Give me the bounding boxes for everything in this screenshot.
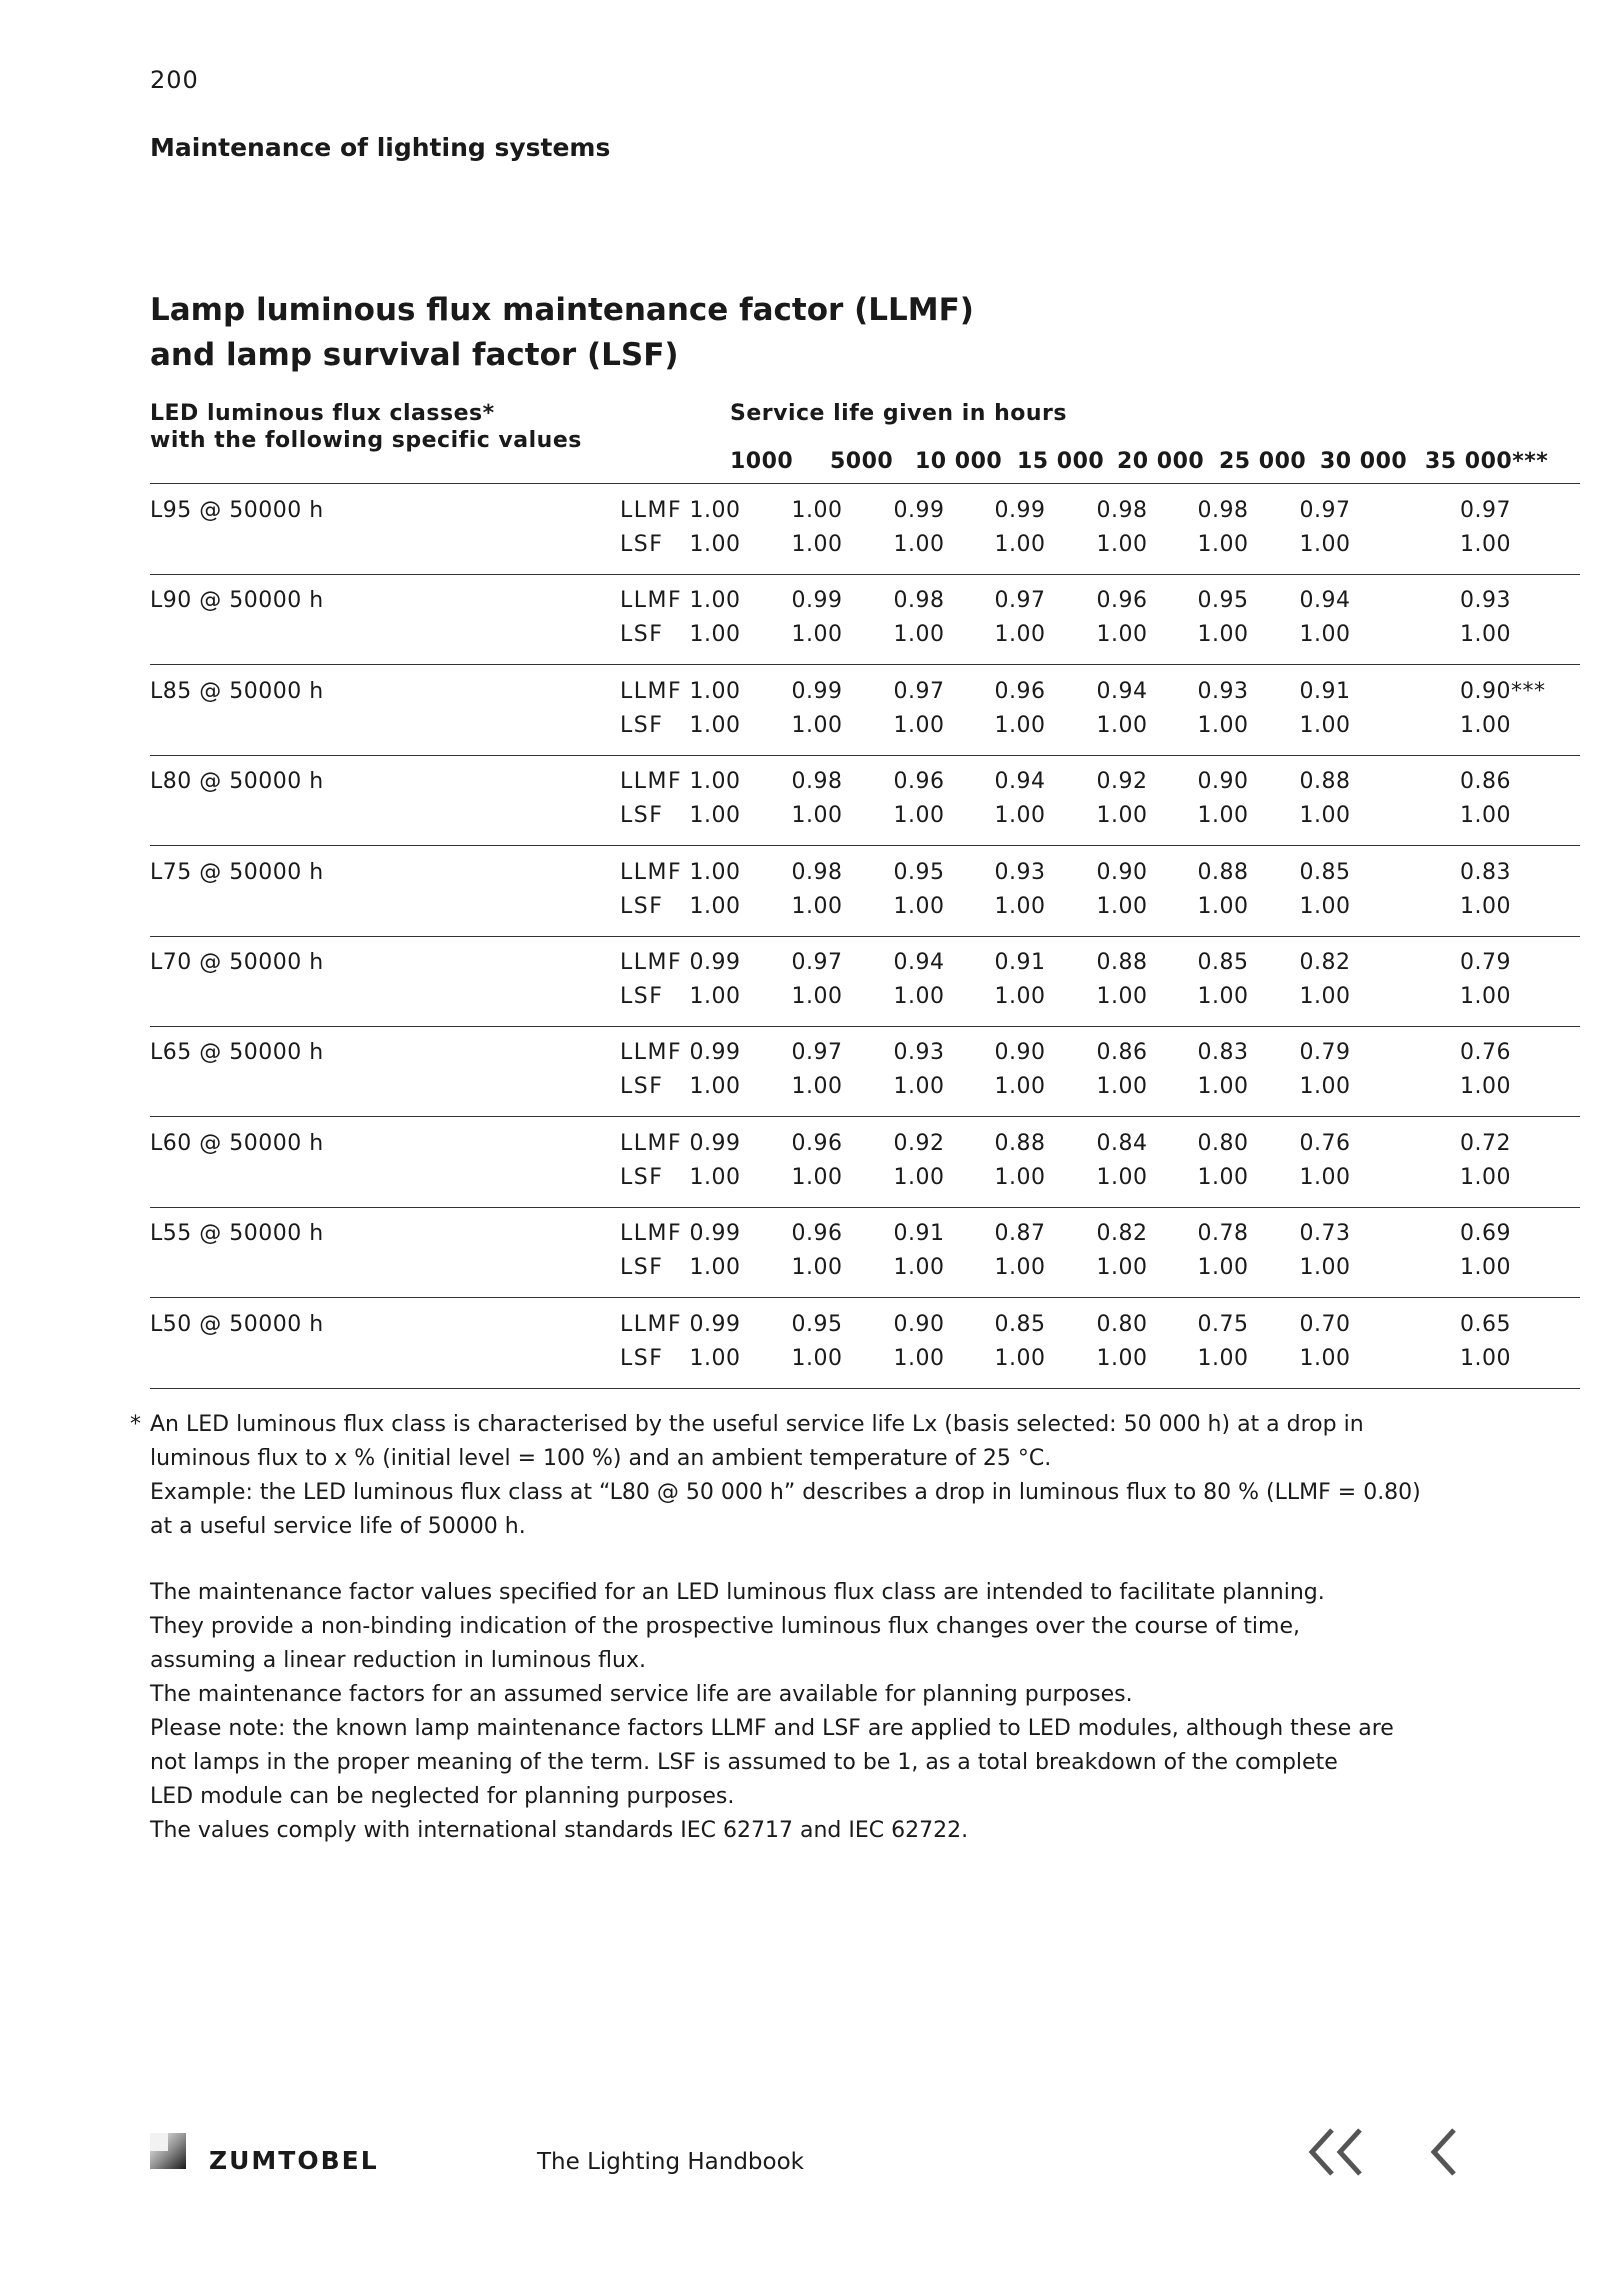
llmf-value: 0.92 [1096,769,1148,795]
lsf-label: LSF [620,803,664,829]
hours-header-cell: 20 000 [1117,449,1205,474]
hours-header-cell: 35 000*** [1425,449,1549,474]
lsf-label: LSF [620,1255,664,1281]
lsf-value: 1.00 [689,622,741,648]
lsf-value: 1.00 [1197,622,1249,648]
lsf-label: LSF [620,1074,664,1100]
note-line: assuming a linear reduction in luminous flux. [150,1648,646,1673]
lsf-value: 1.00 [994,1164,1046,1190]
lsf-value: 1.00 [1096,1255,1148,1281]
lsf-value: 1.00 [1460,984,1511,1009]
lsf-value: 1.00 [1197,1074,1249,1100]
lsf-value: 1.00 [1299,984,1351,1009]
llmf-value: 0.98 [791,769,843,795]
lsf-value: 1.00 [791,532,843,557]
lsf-value: 1.00 [893,1345,945,1371]
lsf-value: 1.00 [893,622,945,648]
llmf-value: 0.96 [791,1221,843,1247]
lsf-value: 1.00 [1096,1345,1148,1371]
lsf-value: 1.00 [893,532,945,557]
llmf-value: 0.97 [1460,498,1511,523]
note-line: The maintenance factors for an assumed service life are available for planning purposes. [150,1682,1133,1707]
lsf-value: 1.00 [689,1164,741,1190]
lsf-value: 1.00 [689,984,741,1009]
row-divider [150,1388,1580,1389]
llmf-value: 0.73 [1299,1221,1351,1247]
llmf-value: 0.65 [1460,1311,1511,1337]
llmf-value: 0.96 [1096,588,1148,614]
llmf-value: 0.86 [1096,1040,1148,1066]
lsf-value: 1.00 [689,532,741,557]
lsf-label: LSF [620,712,664,738]
llmf-value: 0.83 [1460,859,1511,885]
llmf-value: 0.99 [791,678,843,704]
lsf-value: 1.00 [1197,893,1249,919]
lsf-value: 1.00 [1299,1074,1351,1100]
lsf-value: 1.00 [893,1074,945,1100]
llmf-value: 0.94 [994,769,1046,795]
flux-class-label: L70 @ 50000 h [150,950,324,975]
llmf-value: 0.96 [994,678,1046,704]
llmf-value: 0.96 [893,769,945,795]
flux-class-label: L80 @ 50000 h [150,769,324,795]
llmf-value: 0.99 [994,498,1046,523]
flux-class-label: L50 @ 50000 h [150,1311,324,1337]
lsf-value: 1.00 [994,893,1046,919]
llmf-value: 0.90 [893,1311,945,1337]
llmf-value: 0.85 [1197,950,1249,975]
lsf-value: 1.00 [1460,712,1511,738]
hours-header-cell: 10 000 [915,449,1003,474]
llmf-label: LLMF [620,588,683,614]
lsf-value: 1.00 [994,622,1046,648]
llmf-value: 0.95 [893,859,945,885]
row-divider [150,845,1580,846]
lsf-value: 1.00 [893,1164,945,1190]
lsf-value: 1.00 [1299,532,1351,557]
zumtobel-logo-icon [150,2133,186,2169]
lsf-value: 1.00 [1299,622,1351,648]
llmf-value: 0.94 [893,950,945,975]
footnote-marker: * [130,1412,141,1437]
lsf-label: LSF [620,1345,664,1371]
flux-class-label: L75 @ 50000 h [150,859,324,885]
lsf-value: 1.00 [689,1345,741,1371]
notes [150,1576,1450,1848]
lsf-value: 1.00 [893,712,945,738]
footnote-line: luminous flux to x % (initial level = 100 %) and an ambient temperature of 25 °C. [150,1446,1052,1471]
llmf-value: 1.00 [689,588,741,614]
llmf-value: 0.75 [1197,1311,1249,1337]
llmf-value: 0.97 [994,588,1046,614]
lsf-value: 1.00 [994,712,1046,738]
lsf-label: LSF [620,984,664,1009]
row-divider [150,1297,1580,1298]
llmf-value: 0.84 [1096,1130,1148,1156]
lsf-value: 1.00 [994,803,1046,829]
llmf-value: 0.93 [994,859,1046,885]
lsf-value: 1.00 [1197,1164,1249,1190]
llmf-value: 0.94 [1096,678,1148,704]
llmf-value: 0.96 [791,1130,843,1156]
flux-class-label: L60 @ 50000 h [150,1130,324,1156]
llmf-value: 0.90 [994,1040,1046,1066]
llmf-value: 0.99 [689,1040,741,1066]
lsf-value: 1.00 [1197,1345,1249,1371]
llmf-value: 1.00 [791,498,843,523]
lsf-label: LSF [620,893,664,919]
lsf-label: LSF [620,532,664,557]
flux-class-label: L95 @ 50000 h [150,498,324,523]
lsf-value: 1.00 [791,1345,843,1371]
lsf-value: 1.00 [791,893,843,919]
llmf-value: 0.99 [689,1130,741,1156]
llmf-value: 0.88 [1197,859,1249,885]
llmf-label: LLMF [620,678,683,704]
llmf-value: 0.99 [689,950,741,975]
lsf-value: 1.00 [893,803,945,829]
lsf-value: 1.00 [1197,803,1249,829]
lsf-value: 1.00 [1299,1164,1351,1190]
row-divider [150,936,1580,937]
llmf-value: 0.80 [1096,1311,1148,1337]
llmf-value: 1.00 [689,678,741,704]
lsf-value: 1.00 [1460,1074,1511,1100]
lsf-value: 1.00 [1197,712,1249,738]
llmf-value: 0.99 [689,1311,741,1337]
brand-name: ZUMTOBEL [209,2146,379,2175]
title-line-1: Lamp luminous flux maintenance factor (LLMF) [150,292,974,328]
llmf-value: 0.93 [893,1040,945,1066]
llmf-value: 0.90 [1096,859,1148,885]
lsf-value: 1.00 [689,1074,741,1100]
llmf-label: LLMF [620,950,683,975]
llmf-value: 0.88 [994,1130,1046,1156]
llmf-value: 1.00 [689,859,741,885]
lsf-value: 1.00 [791,622,843,648]
llmf-value: 0.90*** [1460,678,1546,704]
lsf-value: 1.00 [791,984,843,1009]
llmf-value: 0.80 [1197,1130,1249,1156]
lsf-value: 1.00 [994,1255,1046,1281]
lsf-value: 1.00 [791,1164,843,1190]
llmf-label: LLMF [620,498,683,523]
lsf-value: 1.00 [1460,803,1511,829]
lsf-value: 1.00 [1299,893,1351,919]
section-header: Maintenance of lighting systems [150,133,611,162]
chevron-left-icon[interactable] [1426,2126,1460,2178]
llmf-value: 0.69 [1460,1221,1511,1247]
lsf-value: 1.00 [1460,622,1511,648]
llmf-value: 0.85 [1299,859,1351,885]
row-divider [150,664,1580,665]
llmf-value: 0.85 [994,1311,1046,1337]
llmf-label: LLMF [620,1311,683,1337]
lsf-value: 1.00 [893,1255,945,1281]
flux-class-label: L90 @ 50000 h [150,588,324,614]
llmf-value: 0.76 [1299,1130,1351,1156]
lsf-value: 1.00 [1096,893,1148,919]
llmf-value: 0.98 [791,859,843,885]
llmf-value: 0.98 [1096,498,1148,523]
llmf-value: 0.88 [1096,950,1148,975]
llmf-label: LLMF [620,1221,683,1247]
footnote-line: An LED luminous flux class is characterised by the useful service life Lx (basis selected: 50 000 h) at a drop in [150,1412,1364,1437]
lsf-value: 1.00 [1460,532,1511,557]
table-header-rule [150,483,1580,484]
lsf-value: 1.00 [791,712,843,738]
llmf-value: 0.97 [791,950,843,975]
llmf-value: 0.99 [893,498,945,523]
lsf-value: 1.00 [1096,803,1148,829]
table-right-header: Service life given in hours [730,401,1067,426]
llmf-value: 0.83 [1197,1040,1249,1066]
llmf-value: 1.00 [689,769,741,795]
llmf-value: 0.99 [689,1221,741,1247]
lsf-value: 1.00 [994,1074,1046,1100]
llmf-value: 0.72 [1460,1130,1511,1156]
table-left-header [150,400,582,454]
lsf-value: 1.00 [791,1074,843,1100]
llmf-value: 0.88 [1299,769,1351,795]
lsf-value: 1.00 [689,803,741,829]
hours-header-cell: 30 000 [1320,449,1408,474]
lsf-value: 1.00 [994,984,1046,1009]
note-line: LED module can be neglected for planning purposes. [150,1784,735,1809]
lsf-value: 1.00 [1460,1164,1511,1190]
lsf-value: 1.00 [1197,1255,1249,1281]
lsf-value: 1.00 [1096,622,1148,648]
lsf-value: 1.00 [1197,532,1249,557]
llmf-value: 0.98 [893,588,945,614]
llmf-value: 0.91 [994,950,1046,975]
lsf-value: 1.00 [1299,712,1351,738]
llmf-value: 0.86 [1460,769,1511,795]
llmf-value: 0.76 [1460,1040,1511,1066]
lsf-value: 1.00 [1096,1164,1148,1190]
hours-header-cell: 25 000 [1219,449,1307,474]
note-line: Please note: the known lamp maintenance factors LLMF and LSF are applied to LED modules, although these are [150,1716,1394,1741]
llmf-value: 0.82 [1096,1221,1148,1247]
llmf-value: 0.97 [1299,498,1351,523]
lsf-value: 1.00 [1460,1255,1511,1281]
llmf-value: 0.98 [1197,498,1249,523]
footnote [130,1408,1421,1544]
hours-header-cell: 15 000 [1017,449,1105,474]
llmf-value: 0.70 [1299,1311,1351,1337]
llmf-value: 0.82 [1299,950,1351,975]
llmf-label: LLMF [620,1040,683,1066]
llmf-value: 0.90 [1197,769,1249,795]
lsf-value: 1.00 [791,1255,843,1281]
llmf-value: 0.99 [791,588,843,614]
row-divider [150,1116,1580,1117]
llmf-value: 1.00 [689,498,741,523]
lsf-value: 1.00 [689,893,741,919]
llmf-value: 0.97 [791,1040,843,1066]
llmf-value: 0.97 [893,678,945,704]
flux-class-label: L85 @ 50000 h [150,678,324,704]
lsf-value: 1.00 [893,893,945,919]
llmf-value: 0.79 [1299,1040,1351,1066]
lsf-value: 1.00 [1096,1074,1148,1100]
lsf-value: 1.00 [1096,984,1148,1009]
flux-class-label: L65 @ 50000 h [150,1040,324,1066]
row-divider [150,1207,1580,1208]
footnote-line: Example: the LED luminous flux class at “L80 @ 50 000 h” describes a drop in luminous flux to 80 % (LLMF = 0.80) [150,1480,1421,1505]
lsf-value: 1.00 [994,532,1046,557]
lsf-value: 1.00 [1299,1345,1351,1371]
note-line: not lamps in the proper meaning of the term. LSF is assumed to be 1, as a total breakdown of the complete [150,1750,1338,1775]
lsf-value: 1.00 [1460,893,1511,919]
llmf-value: 0.78 [1197,1221,1249,1247]
left-header-line-1: LED luminous flux classes* [150,401,495,426]
lsf-value: 1.00 [689,712,741,738]
double-chevron-left-icon[interactable] [1306,2126,1366,2178]
lsf-value: 1.00 [994,1345,1046,1371]
page-number: 200 [150,66,199,94]
llmf-value: 0.95 [791,1311,843,1337]
llmf-value: 0.93 [1460,588,1511,614]
lsf-value: 1.00 [1299,1255,1351,1281]
lsf-value: 1.00 [1197,984,1249,1009]
footnote-line: at a useful service life of 50000 h. [150,1514,526,1539]
note-line: They provide a non-binding indication of the prospective luminous flux changes over the course of time, [150,1614,1300,1639]
publication-title: The Lighting Handbook [537,2149,804,2175]
note-line: The maintenance factor values specified for an LED luminous flux class are intended to facilitate planning. [150,1580,1325,1605]
flux-class-label: L55 @ 50000 h [150,1221,324,1247]
lsf-value: 1.00 [893,984,945,1009]
lsf-value: 1.00 [1096,532,1148,557]
hours-header-cell: 1000 [730,449,794,474]
page-title [150,288,974,378]
llmf-value: 0.91 [1299,678,1351,704]
llmf-value: 0.91 [893,1221,945,1247]
lsf-value: 1.00 [791,803,843,829]
row-divider [150,1026,1580,1027]
row-divider [150,755,1580,756]
row-divider [150,574,1580,575]
title-line-2: and lamp survival factor (LSF) [150,337,679,373]
hours-header-cell: 5000 [830,449,894,474]
left-header-line-2: with the following specific values [150,428,582,453]
llmf-value: 0.94 [1299,588,1351,614]
note-line: The values comply with international standards IEC 62717 and IEC 62722. [150,1818,969,1843]
llmf-value: 0.95 [1197,588,1249,614]
lsf-value: 1.00 [1299,803,1351,829]
lsf-value: 1.00 [1460,1345,1511,1371]
llmf-label: LLMF [620,859,683,885]
llmf-value: 0.79 [1460,950,1511,975]
llmf-value: 0.93 [1197,678,1249,704]
llmf-value: 0.92 [893,1130,945,1156]
lsf-value: 1.00 [689,1255,741,1281]
lsf-label: LSF [620,622,664,648]
llmf-label: LLMF [620,769,683,795]
llmf-label: LLMF [620,1130,683,1156]
llmf-value: 0.87 [994,1221,1046,1247]
lsf-label: LSF [620,1164,664,1190]
lsf-value: 1.00 [1096,712,1148,738]
